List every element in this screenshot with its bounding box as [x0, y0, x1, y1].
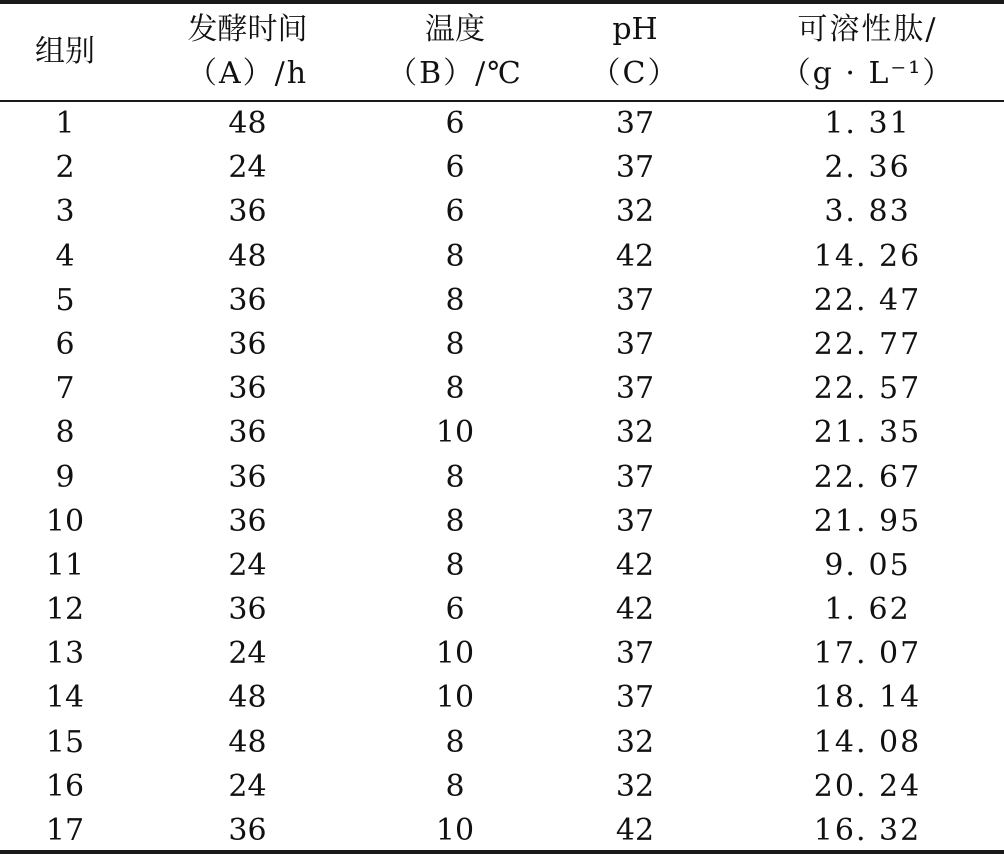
cell-time: 48	[228, 106, 267, 141]
cell-soluble-peptide: 22. 57	[813, 371, 922, 407]
table-row	[0, 721, 1004, 765]
cell-temperature: 10	[435, 680, 475, 716]
table-row	[0, 809, 1004, 853]
cell-temperature: 6	[445, 194, 465, 230]
cell-temperature: 6	[445, 150, 465, 186]
cell-ph: 37	[615, 326, 655, 362]
cell-ph: 42	[615, 813, 655, 848]
cell-time: 36	[228, 415, 267, 451]
table-row	[0, 544, 1004, 588]
cell-time: 36	[228, 592, 267, 628]
table-row	[0, 676, 1004, 720]
cell-soluble-peptide: 1. 62	[824, 592, 911, 628]
cell-soluble-peptide: 21. 95	[813, 503, 922, 539]
cell-ph: 37	[615, 150, 655, 186]
cell-temperature: 8	[445, 282, 465, 318]
cell-time: 36	[228, 194, 267, 230]
cell-group: 3	[55, 194, 75, 230]
cell-ph: 42	[615, 592, 655, 628]
header-temperature	[375, 4, 535, 100]
cell-temperature: 10	[435, 415, 475, 451]
header-soluble-peptide	[760, 4, 975, 100]
table-header	[0, 4, 1004, 100]
cell-group: 9	[55, 459, 75, 495]
cell-temperature: 8	[445, 547, 465, 583]
table-row	[0, 456, 1004, 500]
cell-temperature: 8	[445, 724, 465, 760]
cell-ph: 42	[615, 238, 655, 274]
table-row	[0, 190, 1004, 234]
header-ph	[560, 4, 710, 100]
cell-time: 24	[228, 636, 267, 672]
cell-group: 11	[45, 547, 85, 583]
cell-time: 24	[228, 150, 267, 186]
cell-group: 16	[45, 768, 85, 804]
table-row	[0, 279, 1004, 323]
cell-time: 36	[228, 326, 267, 362]
cell-time: 36	[228, 282, 267, 318]
cell-group: 10	[45, 503, 85, 539]
table-row	[0, 500, 1004, 544]
header-soluble-peptide-unit: （g · L⁻¹）	[780, 56, 955, 91]
cell-time: 24	[228, 768, 267, 804]
header-temperature-label: 温度	[425, 12, 485, 47]
cell-time: 48	[228, 238, 267, 274]
header-temperature-unit: （B）/℃	[387, 56, 523, 91]
cell-temperature: 8	[445, 371, 465, 407]
cell-group: 5	[55, 282, 75, 318]
cell-time: 48	[228, 680, 267, 716]
cell-group: 17	[45, 813, 85, 848]
cell-temperature: 6	[445, 106, 465, 141]
cell-time: 36	[228, 459, 267, 495]
cell-temperature: 8	[445, 768, 465, 804]
cell-temperature: 8	[445, 238, 465, 274]
cell-group: 13	[45, 636, 85, 672]
cell-group: 8	[55, 415, 75, 451]
cell-ph: 37	[615, 459, 655, 495]
header-group-label: 组别	[35, 34, 95, 69]
cell-time: 24	[228, 547, 267, 583]
cell-soluble-peptide: 21. 35	[813, 415, 922, 451]
cell-ph: 42	[615, 547, 655, 583]
cell-ph: 37	[615, 636, 655, 672]
cell-group: 15	[45, 724, 85, 760]
table-row	[0, 367, 1004, 411]
cell-soluble-peptide: 22. 67	[813, 459, 922, 495]
header-fermentation-time	[165, 4, 330, 100]
cell-ph: 37	[615, 503, 655, 539]
header-group	[0, 4, 130, 100]
cell-ph: 32	[615, 194, 655, 230]
header-fermentation-time-label: 发酵时间	[187, 12, 308, 47]
cell-ph: 37	[615, 371, 655, 407]
cell-temperature: 8	[445, 459, 465, 495]
cell-group: 4	[55, 238, 75, 274]
cell-group: 1	[55, 106, 75, 141]
table-bottom-rule	[0, 850, 1004, 854]
cell-temperature: 6	[445, 592, 465, 628]
header-ph-label: pH	[612, 12, 658, 47]
cell-soluble-peptide: 14. 08	[813, 724, 922, 760]
cell-soluble-peptide: 22. 47	[813, 282, 922, 318]
cell-ph: 32	[615, 415, 655, 451]
cell-soluble-peptide: 18. 14	[813, 680, 922, 716]
table-row	[0, 632, 1004, 676]
cell-soluble-peptide: 22. 77	[813, 326, 922, 362]
cell-temperature: 10	[435, 636, 475, 672]
cell-soluble-peptide: 1. 31	[824, 106, 911, 141]
cell-group: 2	[55, 150, 75, 186]
cell-ph: 37	[615, 282, 655, 318]
table-row	[0, 411, 1004, 455]
table-row	[0, 588, 1004, 632]
table-body	[0, 102, 1004, 853]
cell-soluble-peptide: 2. 36	[824, 150, 911, 186]
cell-temperature: 8	[445, 326, 465, 362]
cell-group: 14	[45, 680, 85, 716]
table-row	[0, 102, 1004, 146]
cell-ph: 32	[615, 768, 655, 804]
cell-soluble-peptide: 3. 83	[824, 194, 911, 230]
cell-ph: 37	[615, 106, 655, 141]
cell-soluble-peptide: 9. 05	[824, 547, 911, 583]
table-row	[0, 146, 1004, 190]
header-ph-unit: （C）	[590, 56, 680, 91]
cell-soluble-peptide: 17. 07	[813, 636, 922, 672]
header-soluble-peptide-label: 可溶性肽/	[797, 12, 938, 47]
table-row	[0, 765, 1004, 809]
cell-group: 12	[45, 592, 85, 628]
cell-soluble-peptide: 16. 32	[813, 813, 922, 848]
cell-ph: 32	[615, 724, 655, 760]
table-row	[0, 235, 1004, 279]
header-fermentation-time-unit: （A）/h	[186, 56, 309, 91]
cell-time: 48	[228, 724, 267, 760]
table-row	[0, 323, 1004, 367]
cell-time: 36	[228, 503, 267, 539]
cell-soluble-peptide: 20. 24	[813, 768, 922, 804]
cell-temperature: 10	[435, 813, 475, 848]
cell-ph: 37	[615, 680, 655, 716]
cell-group: 6	[55, 326, 75, 362]
cell-group: 7	[55, 371, 75, 407]
cell-soluble-peptide: 14. 26	[813, 238, 922, 274]
cell-time: 36	[228, 813, 267, 848]
cell-time: 36	[228, 371, 267, 407]
cell-temperature: 8	[445, 503, 465, 539]
